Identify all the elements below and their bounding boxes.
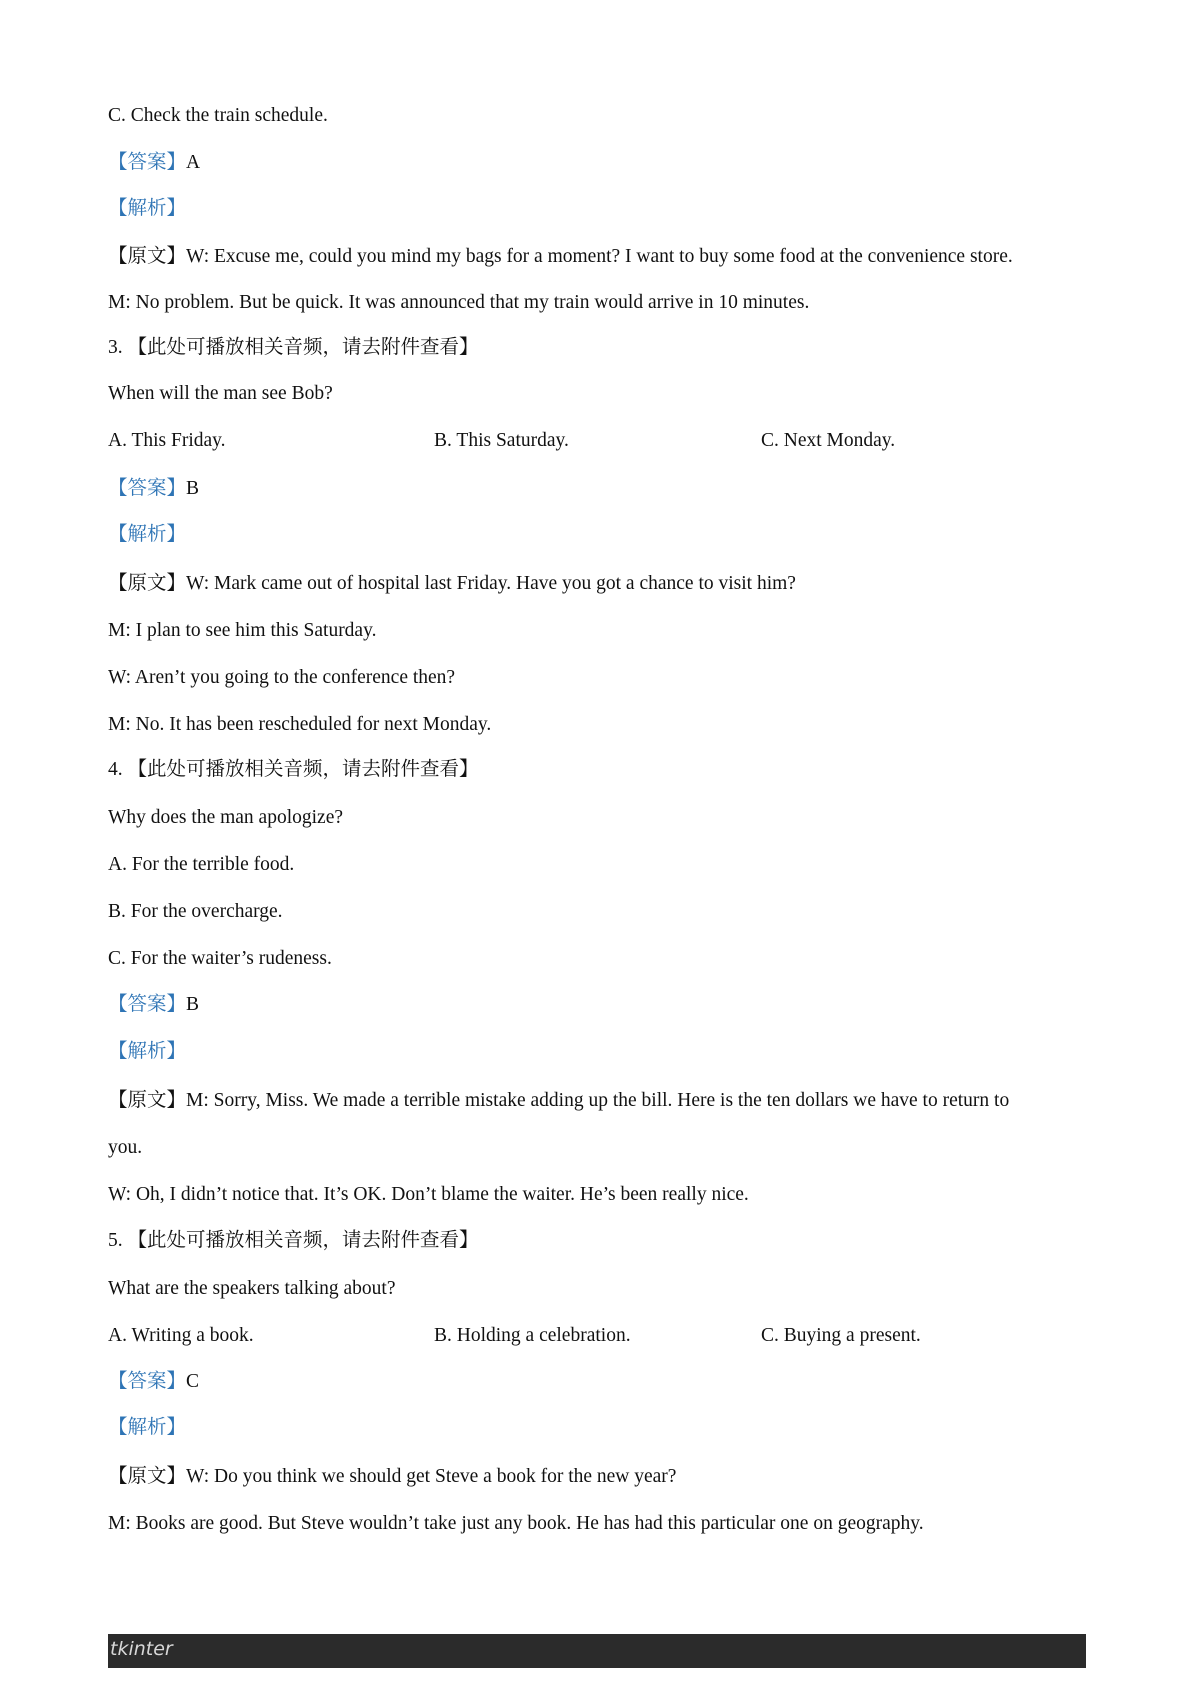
analysis-tag: 【解析】 xyxy=(108,1417,187,1438)
question-text: When will the man see Bob? xyxy=(108,383,333,404)
answer-value: A xyxy=(186,152,201,173)
transcript-line xyxy=(108,244,1013,270)
question-header: 5. 【此处可播放相关音频，请去附件查看】 xyxy=(108,1230,479,1251)
option-c-line: C. Check the train schedule. xyxy=(108,105,328,126)
answer-line xyxy=(108,992,199,1018)
answer-value: B xyxy=(186,478,200,499)
answer-tag: 【答案】 xyxy=(108,152,187,173)
question-header: 4. 【此处可播放相关音频，请去附件查看】 xyxy=(108,759,479,780)
transcript-line: W: Aren’t you going to the conference then? xyxy=(108,667,456,688)
answer-value: B xyxy=(186,994,200,1015)
transcript-line xyxy=(108,571,796,597)
option-b: B. For the overcharge. xyxy=(108,901,283,922)
transcript-line: W: Oh, I didn’t notice that. It’s OK. Don’t blame the waiter. He’s been really nice. xyxy=(108,1184,749,1205)
transcript-line: M: Books are good. But Steve wouldn’t take just any book. He has had this particular one on geography. xyxy=(108,1513,924,1534)
footer-bar xyxy=(108,1634,1086,1668)
transcript-text: W: Excuse me, could you mind my bags for a moment? I want to buy some food at the convenience store. xyxy=(186,246,1013,267)
option-b: B. Holding a celebration. xyxy=(434,1325,631,1346)
answer-line xyxy=(108,476,199,502)
option-a: A. For the terrible food. xyxy=(108,854,295,875)
option-a: A. Writing a book. xyxy=(108,1325,254,1346)
transcript-line: M: No problem. But be quick. It was announced that my train would arrive in 10 minutes. xyxy=(108,292,810,313)
answer-line xyxy=(108,1369,199,1395)
question-text: What are the speakers talking about? xyxy=(108,1278,396,1299)
transcript-text: W: Do you think we should get Steve a book for the new year? xyxy=(186,1466,677,1487)
transcript-line: you. xyxy=(108,1137,143,1158)
option-b: B. This Saturday. xyxy=(434,430,569,451)
transcript-text: W: Mark came out of hospital last Friday. Have you got a chance to visit him? xyxy=(186,573,796,594)
question-text: Why does the man apologize? xyxy=(108,807,343,828)
answer-tag: 【答案】 xyxy=(108,1371,187,1392)
analysis-tag: 【解析】 xyxy=(108,524,187,545)
answer-line xyxy=(108,150,200,176)
option-c: C. Buying a present. xyxy=(761,1325,921,1346)
transcript-line xyxy=(108,1464,676,1490)
option-c: C. For the waiter’s rudeness. xyxy=(108,948,332,969)
question-header: 3. 【此处可播放相关音频，请去附件查看】 xyxy=(108,337,479,358)
answer-tag: 【答案】 xyxy=(108,478,187,499)
transcript-tag: 【原文】 xyxy=(108,1466,187,1487)
transcript-tag: 【原文】 xyxy=(108,1090,187,1111)
answer-value: C xyxy=(186,1371,200,1392)
transcript-line xyxy=(108,1088,1009,1114)
transcript-line: M: No. It has been rescheduled for next Monday. xyxy=(108,714,492,735)
footer-label: tkinter xyxy=(110,1638,173,1660)
transcript-tag: 【原文】 xyxy=(108,573,187,594)
analysis-tag: 【解析】 xyxy=(108,1041,187,1062)
transcript-text: M: Sorry, Miss. We made a terrible mistake adding up the bill. Here is the ten dollars we have to return to xyxy=(186,1090,1010,1111)
transcript-tag: 【原文】 xyxy=(108,246,187,267)
answer-tag: 【答案】 xyxy=(108,994,187,1015)
option-a: A. This Friday. xyxy=(108,430,226,451)
option-c: C. Next Monday. xyxy=(761,430,896,451)
transcript-line: M: I plan to see him this Saturday. xyxy=(108,620,377,641)
analysis-tag: 【解析】 xyxy=(108,198,187,219)
